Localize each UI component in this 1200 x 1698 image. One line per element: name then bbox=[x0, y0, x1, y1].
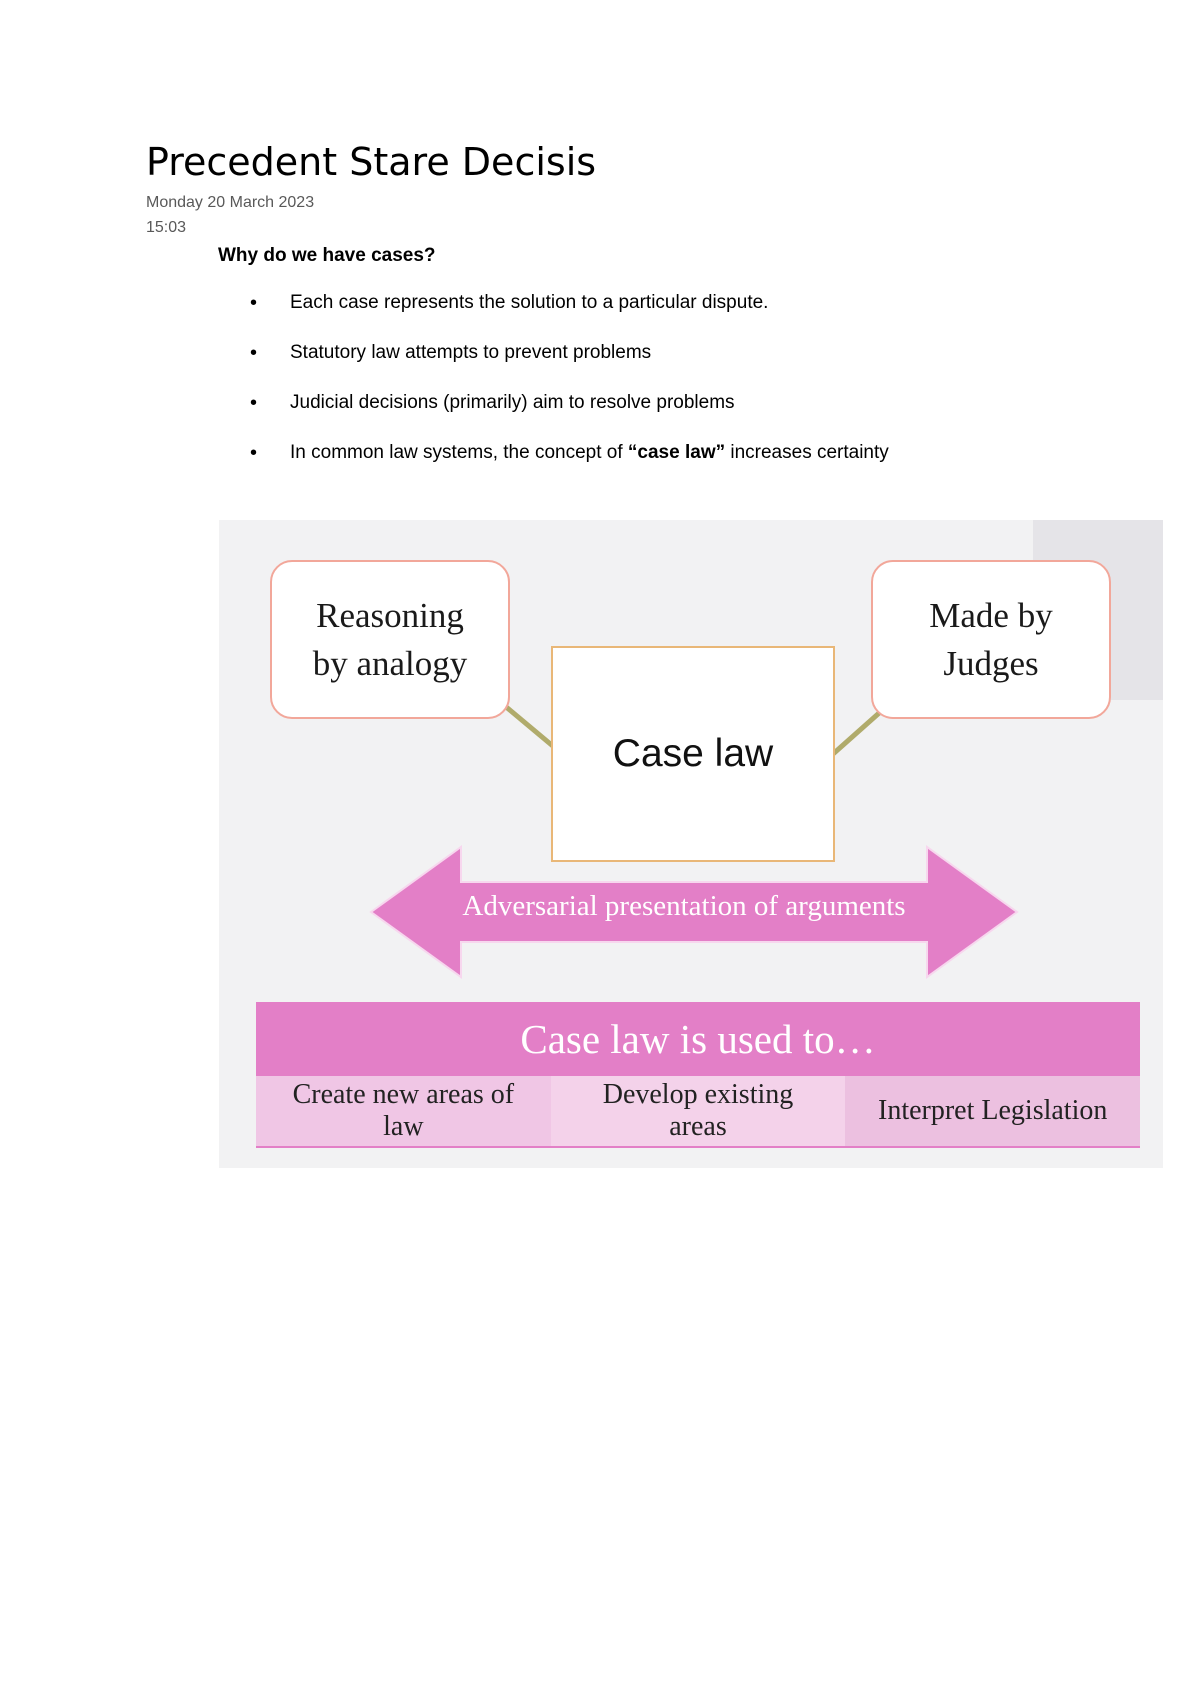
case-law-banner: Case law is used to… bbox=[256, 1002, 1140, 1076]
use-cell-text: areas bbox=[669, 1111, 727, 1142]
judges-line-2: Judges bbox=[943, 643, 1039, 683]
list-item bbox=[250, 390, 889, 440]
use-cell-text: Interpret Legislation bbox=[878, 1095, 1108, 1126]
question-heading: Why do we have cases? bbox=[218, 245, 436, 266]
bullet-icon: • bbox=[250, 392, 258, 414]
uses-row bbox=[256, 1076, 1140, 1148]
use-cell-text: Create new areas of bbox=[292, 1079, 515, 1110]
page-date: Monday 20 March 2023 bbox=[146, 194, 315, 211]
page-title: Precedent Stare Decisis bbox=[146, 140, 597, 184]
page-time: 15:03 bbox=[146, 219, 187, 236]
list-item bbox=[250, 440, 889, 490]
use-cell-create bbox=[256, 1076, 551, 1146]
bullet-icon: • bbox=[250, 292, 258, 314]
bullet-icon: • bbox=[250, 342, 258, 364]
bullet-icon: • bbox=[250, 442, 258, 464]
bullet-text-bold: “case law” bbox=[627, 442, 726, 463]
bullet-list bbox=[250, 290, 889, 490]
slide-image bbox=[219, 520, 1163, 1168]
judges-line-1: Made by bbox=[929, 595, 1053, 635]
use-cell-interpret bbox=[845, 1076, 1140, 1146]
double-arrow-label: Adversarial presentation of arguments bbox=[462, 890, 906, 922]
bullet-text-after: increases certainty bbox=[725, 442, 889, 463]
reasoning-box bbox=[270, 560, 510, 719]
use-cell-develop bbox=[551, 1076, 846, 1146]
case-law-box: Case law bbox=[551, 646, 835, 862]
list-item bbox=[250, 340, 889, 390]
reasoning-line-2: by analogy bbox=[312, 643, 468, 683]
bullet-text: Each case represents the solution to a particular dispute. bbox=[290, 292, 769, 313]
list-item bbox=[250, 290, 889, 340]
bullet-text-before: In common law systems, the concept of bbox=[290, 442, 628, 463]
reasoning-line-1: Reasoning bbox=[316, 595, 464, 635]
use-cell-text: Develop existing bbox=[602, 1079, 794, 1110]
bullet-text: Judicial decisions (primarily) aim to resolve problems bbox=[290, 392, 735, 413]
bullet-text: Statutory law attempts to prevent problems bbox=[290, 342, 652, 363]
use-cell-text: law bbox=[383, 1111, 424, 1142]
judges-box bbox=[871, 560, 1111, 719]
